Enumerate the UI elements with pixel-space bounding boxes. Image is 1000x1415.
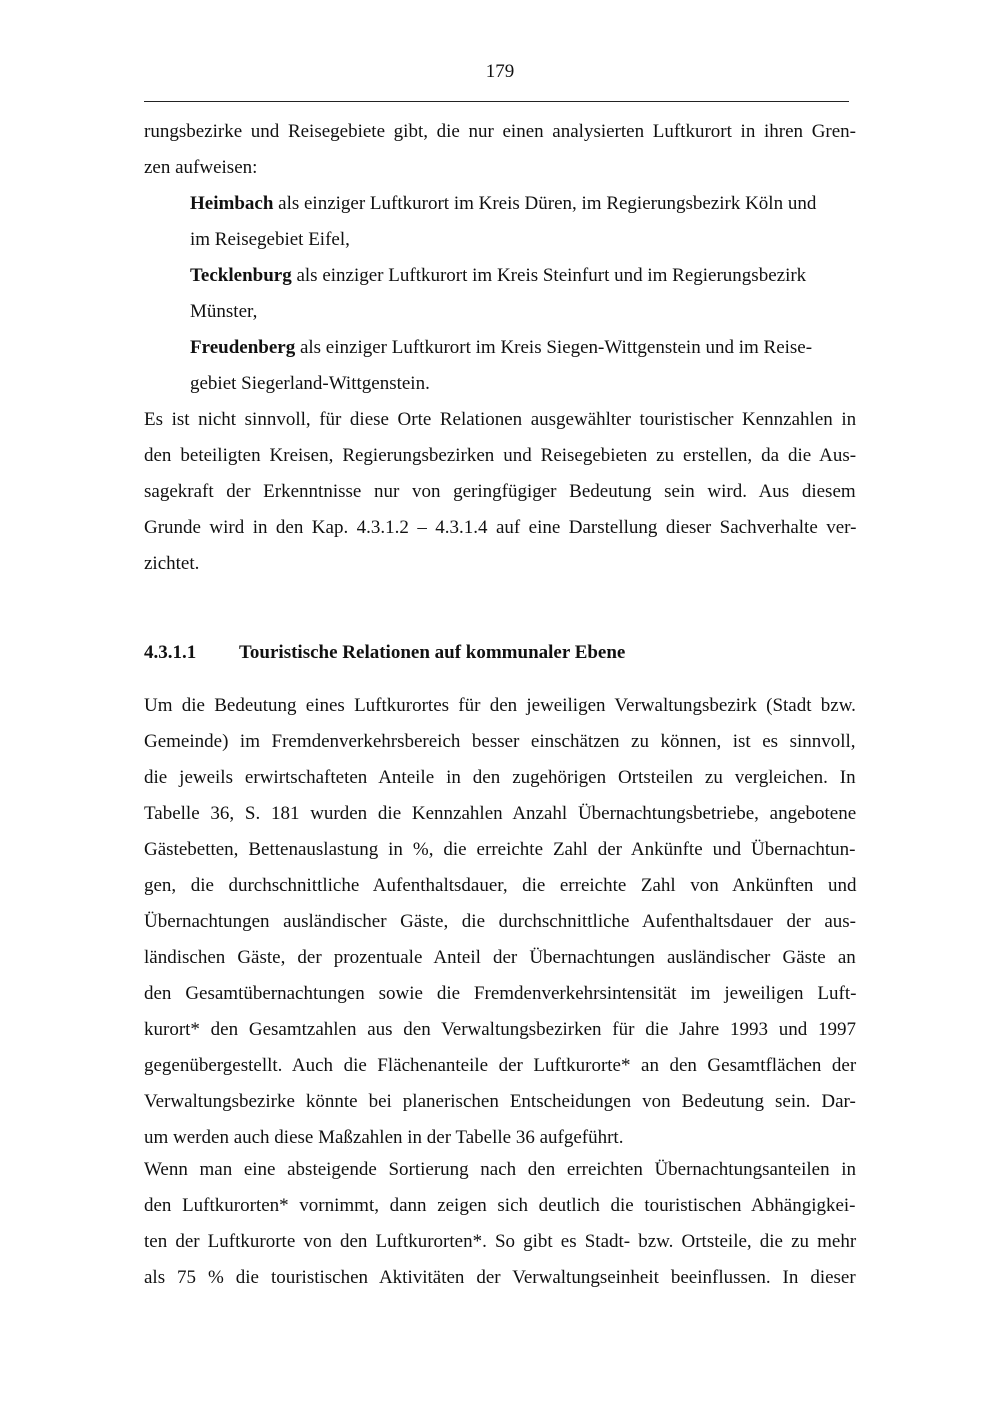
text-line: den beteiligten Kreisen, Regierungsbezirken und Reisegebieten zu erstellen, da die Aus- [144, 445, 857, 466]
text-line: gen, die durchschnittliche Aufenthaltsdauer, die erreichte Zahl von Ankünften und [144, 875, 857, 896]
list-item-text: als einziger Luftkurort im Kreis Siegen-Wittgenstein und im Reise- [295, 337, 813, 358]
list-item [190, 186, 856, 222]
list-item-continuation: Münster, [190, 301, 258, 322]
place-list [190, 186, 856, 402]
text-line: ten der Luftkurorte von den Luftkurorten*. So gibt es Stadt- bzw. Ortsteile, die zu mehr [144, 1231, 857, 1252]
place-name: Freudenberg [190, 337, 296, 358]
text-line: Um die Bedeutung eines Luftkurortes für den jeweiligen Verwaltungsbezirk (Stadt bzw. [144, 695, 856, 716]
intro-paragraph [144, 114, 856, 186]
text-line: gegenübergestellt. Auch die Flächenanteile der Luftkurorte* an den Gesamtflächen der [144, 1055, 857, 1076]
text-line: Gemeinde) im Fremdenverkehrsbereich besser einschätzen zu können, ist es sinnvoll, [144, 731, 856, 752]
text-line: zichtet. [144, 553, 200, 574]
text-line: Grunde wird in den Kap. 4.3.1.2 – 4.3.1.4 auf eine Darstellung dieser Sachverhalte ver- [144, 517, 857, 538]
text-line: zen aufweisen: [144, 157, 258, 178]
header-rule [144, 101, 849, 102]
text-line: sagekraft der Erkenntnisse nur von geringfügiger Bedeutung sein wird. Aus diesem [144, 481, 856, 502]
text-line: Tabelle 36, S. 181 wurden die Kennzahlen Anzahl Übernachtungsbetriebe, angebotene [144, 803, 857, 824]
place-name: Tecklenburg [190, 265, 292, 286]
text-line: Wenn man eine absteigende Sortierung nach den erreichten Übernachtungsanteilen in [144, 1159, 857, 1180]
text-line: rungsbezirke und Reisegebiete gibt, die nur einen analysierten Luftkurort in ihren Gren- [144, 121, 856, 142]
paragraph-2 [144, 688, 856, 1156]
paragraph-3 [144, 1152, 856, 1296]
section-number: 4.3.1.1 [144, 642, 197, 663]
section-heading [144, 637, 856, 669]
text-line: Verwaltungsbezirke könnte bei planerischen Entscheidungen von Bedeutung sein. Dar- [144, 1091, 856, 1112]
list-item [190, 330, 856, 366]
list-item-text: als einziger Luftkurort im Kreis Düren, im Regierungsbezirk Köln und [273, 193, 817, 214]
text-line: als 75 % die touristischen Aktivitäten der Verwaltungseinheit beeinflussen. In dieser [144, 1267, 856, 1288]
text-line: den Gesamtübernachtungen sowie die Fremdenverkehrsintensität im jeweiligen Luft- [144, 983, 857, 1004]
place-name: Heimbach [190, 193, 274, 214]
list-item-continuation: gebiet Siegerland-Wittgenstein. [190, 373, 430, 394]
text-line: ländischen Gäste, der prozentuale Anteil der Übernachtungen ausländischer Gäste an [144, 947, 856, 968]
text-line: Gästebetten, Bettenauslastung in %, die erreichte Zahl der Ankünfte und Übernachtun- [144, 839, 856, 860]
text-line: Es ist nicht sinnvoll, für diese Orte Relationen ausgewählter touristischer Kennzahlen in [144, 409, 857, 430]
page-number: 179 [485, 61, 515, 82]
paragraph-1 [144, 402, 856, 582]
list-item-continuation: im Reisegebiet Eifel, [190, 229, 350, 250]
section-title: Touristische Relationen auf kommunaler Ebene [239, 642, 626, 663]
text-line: die jeweils erwirtschafteten Anteile in den zugehörigen Ortsteilen zu vergleichen. In [144, 767, 856, 788]
text-line: den Luftkurorten* vornimmt, dann zeigen sich deutlich die touristischen Abhängigkei- [144, 1195, 856, 1216]
text-line: Übernachtungen ausländischer Gäste, die durchschnittliche Aufenthaltsdauer der aus- [144, 911, 856, 932]
list-item [190, 258, 856, 294]
list-item-text: als einziger Luftkurort im Kreis Steinfurt und im Regierungsbezirk [291, 265, 807, 286]
text-line: um werden auch diese Maßzahlen in der Tabelle 36 aufgeführt. [144, 1127, 624, 1148]
text-line: kurort* den Gesamtzahlen aus den Verwaltungsbezirken für die Jahre 1993 und 1997 [144, 1019, 856, 1040]
